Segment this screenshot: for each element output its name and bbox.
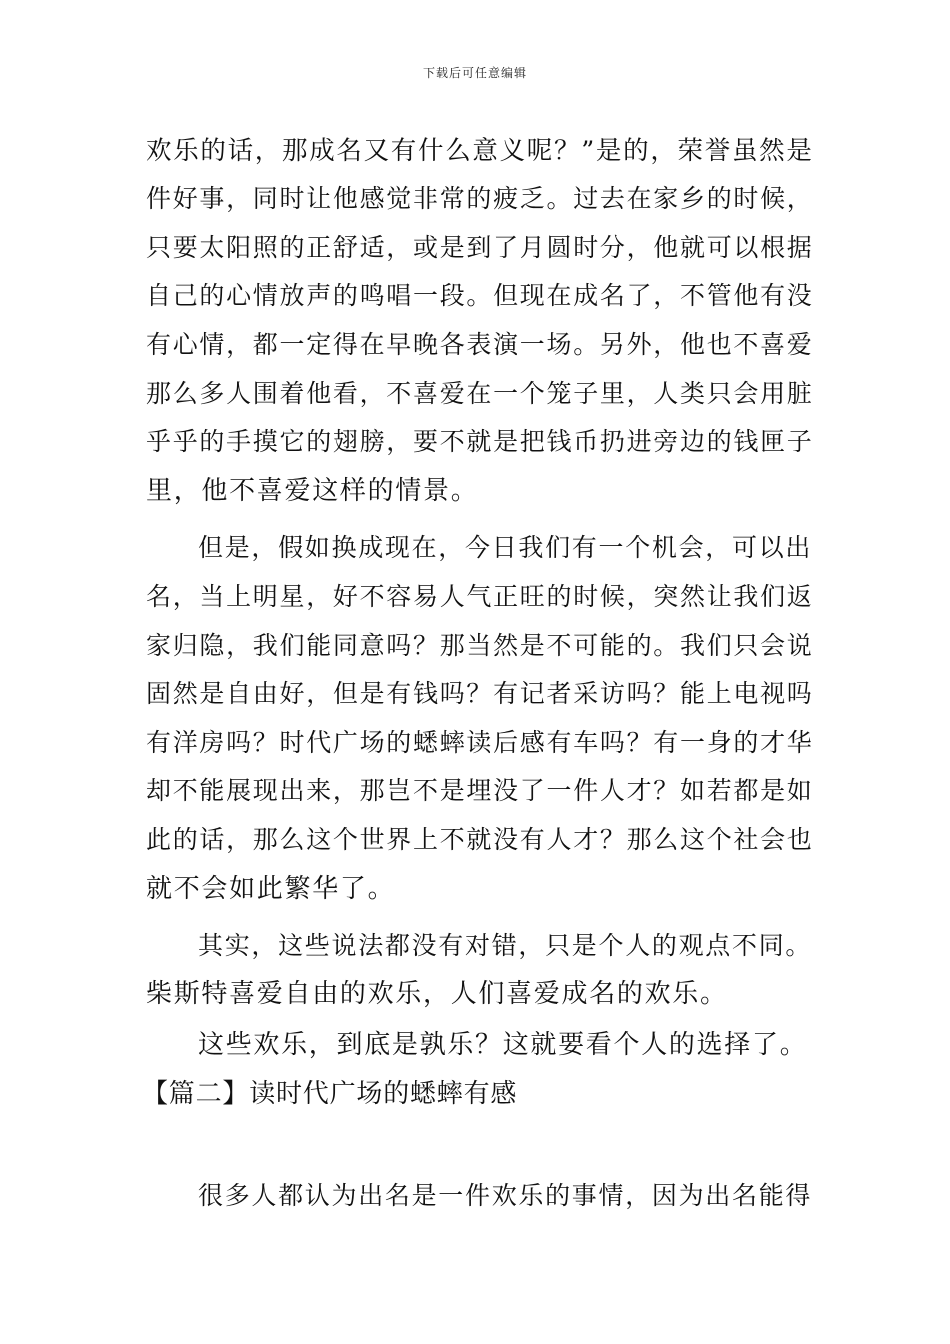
section-heading: 【篇二】读时代广场的蟋蟀有感 — [142, 1079, 518, 1109]
text-line: 名，当上明星，好不容易人气正旺的时候，突然让我们返 — [146, 582, 814, 611]
text-line: 里，他不喜爱这样的情景。 — [146, 476, 479, 506]
text-line: 却不能展现出来，那岂不是埋没了一件人才？如若都是如 — [146, 776, 814, 805]
text-line: 这些欢乐，到底是孰乐？这就要看个人的选择了。 — [198, 1030, 808, 1060]
text-line: 固然是自由好，但是有钱吗？有记者采访吗？能上电视吗 — [146, 679, 814, 708]
text-line: 有心情，都一定得在早晚各表演一场。另外，他也不喜爱 — [146, 330, 814, 359]
text-line: 其实，这些说法都没有对错，只是个人的观点不同。 — [198, 931, 813, 960]
text-line: 那么多人围着他看，不喜爱在一个笼子里，人类只会用脏 — [146, 379, 814, 408]
text-line: 欢乐的话，那成名又有什么意义呢？”是的，荣誉虽然是 — [146, 136, 814, 166]
text-line: 自己的心情放声的鸣唱一段。但现在成名了，不管他有没 — [146, 281, 814, 310]
text-line: 但是，假如换成现在，今日我们有一个机会，可以出 — [198, 533, 813, 562]
text-line: 只要太阳照的正舒适，或是到了月圆时分，他就可以根据 — [146, 233, 814, 262]
text-line: 就不会如此繁华了。 — [146, 874, 396, 904]
text-line: 柴斯特喜爱自由的欢乐，人们喜爱成名的欢乐。 — [146, 979, 728, 1009]
text-line: 家归隐，我们能同意吗？那当然是不可能的。我们只会说 — [146, 631, 814, 660]
text-line: 乎乎的手摸它的翅膀，要不就是把钱币扔进旁边的钱匣子 — [146, 427, 814, 456]
text-line: 此的话，那么这个世界上不就没有人才？那么这个社会也 — [146, 825, 814, 854]
text-line: 件好事，同时让他感觉非常的疲乏。过去在家乡的时候， — [146, 184, 814, 213]
page-header: 下载后可任意编辑 — [422, 66, 527, 80]
text-line: 很多人都认为出名是一件欢乐的事情，因为出名能得 — [198, 1181, 813, 1210]
text-line: 有洋房吗？时代广场的蟋蟀读后感有车吗？有一身的才华 — [146, 728, 814, 757]
